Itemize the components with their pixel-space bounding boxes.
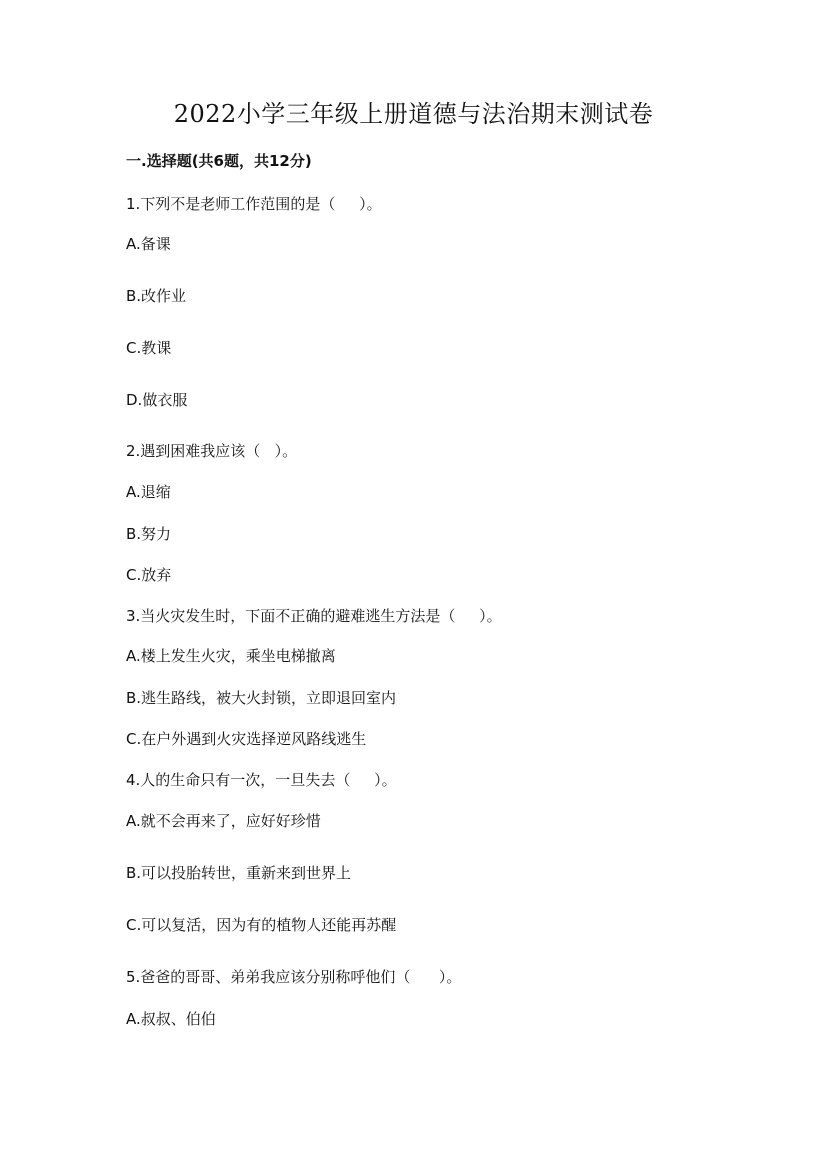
question-3-option-c: C.在户外遇到火灾选择逆风路线逃生 bbox=[126, 730, 367, 748]
document-title: 2022小学三年级上册道德与法治期末测试卷 bbox=[173, 100, 654, 128]
question-4-option-c: C.可以复活，因为有的植物人还能再苏醒 bbox=[126, 916, 397, 934]
question-1-option-b: B.改作业 bbox=[126, 287, 187, 305]
question-2-option-a: A.退缩 bbox=[126, 483, 171, 501]
question-3-stem: 3.当火灾发生时，下面不正确的避难逃生方法是（ ）。 bbox=[126, 607, 502, 625]
question-2-option-c: C.放弃 bbox=[126, 566, 172, 584]
question-1-option-c: C.教课 bbox=[126, 339, 172, 357]
question-1-stem: 1.下列不是老师工作范围的是（ ）。 bbox=[126, 195, 382, 213]
question-4-stem: 4.人的生命只有一次，一旦失去（ ）。 bbox=[126, 771, 397, 789]
question-2-option-b: B.努力 bbox=[126, 525, 172, 543]
question-1-option-a: A.备课 bbox=[126, 235, 171, 253]
question-4-option-a: A.就不会再来了，应好好珍惜 bbox=[126, 812, 321, 830]
question-1-option-d: D.做衣服 bbox=[126, 391, 188, 409]
section-heading: 一.选择题(共6题，共12分) bbox=[126, 152, 312, 170]
question-3-option-b: B.逃生路线，被大火封锁，立即退回室内 bbox=[126, 689, 397, 707]
question-4-option-b: B.可以投胎转世，重新来到世界上 bbox=[126, 864, 352, 882]
question-5-stem: 5.爸爸的哥哥、弟弟我应该分别称呼他们（ ）。 bbox=[126, 968, 462, 986]
question-5-option-a: A.叔叔、伯伯 bbox=[126, 1010, 216, 1028]
question-2-stem: 2.遇到困难我应该（ ）。 bbox=[126, 442, 298, 460]
question-3-option-a: A.楼上发生火灾，乘坐电梯撤离 bbox=[126, 647, 336, 665]
